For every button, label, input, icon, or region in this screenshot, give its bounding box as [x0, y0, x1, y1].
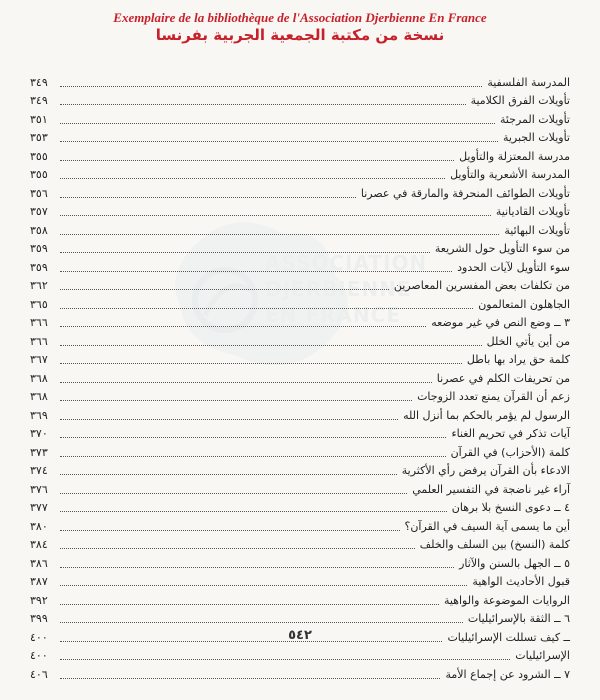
- toc-entry-title: الجاهلون المتعالمون: [478, 297, 570, 311]
- toc-entry-title: من أين يأتي الخلل: [486, 334, 570, 348]
- toc-dot-leader: [60, 437, 446, 438]
- toc-dot-leader: [60, 326, 426, 327]
- toc-entry: [30, 90, 570, 109]
- toc-entry: [30, 515, 570, 534]
- toc-entry-page: ٣٧٦: [30, 482, 48, 496]
- table-of-contents: [30, 71, 570, 682]
- toc-entry-page: ٣٦٨: [30, 390, 48, 403]
- toc-entry: [30, 182, 570, 201]
- toc-entry-title: ٧ ــ الشرود عن إجماع الأمة: [445, 667, 570, 681]
- toc-entry-page: ٣٦٨: [30, 371, 48, 385]
- toc-dot-leader: [60, 585, 467, 586]
- toc-dot-leader: [60, 215, 491, 216]
- toc-entry-page: ٣٨٠: [30, 519, 48, 533]
- page-number: ٥٤٢: [288, 628, 312, 643]
- toc-entry-title: تأويلات الطوائف المنحرفة والمارقة في عصرنا: [360, 186, 570, 200]
- toc-entry-title: تأويلات الجبرية: [502, 131, 570, 144]
- toc-entry-page: ٣٦٦: [30, 316, 48, 329]
- toc-entry-page: ٣٥٩: [30, 242, 48, 255]
- toc-dot-leader: [60, 197, 356, 198]
- toc-entry-title: ٤ ــ دعوى النسخ بلا برهان: [451, 501, 570, 514]
- toc-entry-title: المدرسة الأشعرية والتأويل: [450, 168, 570, 181]
- toc-entry-title: ــ كيف تسللت الإسرائيليات: [447, 630, 570, 644]
- toc-entry-title: زعم أن القرآن يمنع تعدد الزوجات: [417, 390, 570, 403]
- toc-entry-title: الإسرائيليات: [515, 649, 570, 662]
- toc-entry-title: المدرسة الفلسفية: [487, 75, 570, 89]
- toc-entry: [30, 497, 570, 516]
- toc-entry-title: آراء غير ناضجة في التفسير العلمي: [412, 482, 570, 496]
- toc-entry-title: من تكلفات بعض المفسرين المعاصرين: [393, 279, 570, 292]
- toc-entry-title: سوء التأويل لآيات الحدود: [457, 260, 570, 274]
- toc-entry-title: ٦ ــ الثقة بالإسرائيليات: [467, 612, 570, 625]
- toc-dot-leader: [60, 234, 499, 235]
- toc-entry: [30, 460, 570, 479]
- toc-dot-leader: [60, 511, 447, 512]
- toc-entry-title: ٥ ــ الجهل بالسنن والآثار: [459, 556, 570, 570]
- toc-dot-leader: [60, 104, 466, 105]
- library-stamp-arabic: نسخة من مكتبة الجمعية الجربية بفرنسا: [155, 26, 445, 44]
- toc-entry-page: ٣٥٥: [30, 168, 48, 181]
- toc-entry: [30, 404, 570, 423]
- toc-dot-leader: [60, 308, 473, 309]
- toc-entry: [30, 201, 570, 220]
- toc-entry-page: ٤٠٠: [30, 630, 48, 644]
- watermark-line: ASSOCIATION: [265, 251, 428, 275]
- toc-entry-page: ٣٨٧: [30, 575, 48, 588]
- watermark-line: EN FRANCE: [265, 303, 401, 327]
- toc-entry: [30, 312, 570, 331]
- toc-entry-page: ٣٥٥: [30, 149, 48, 163]
- toc-entry: [30, 330, 570, 349]
- toc-entry-page: ٣٩٢: [30, 593, 48, 607]
- toc-entry-title: ٣ ــ وضع النص في غير موضعه: [431, 316, 570, 329]
- toc-dot-leader: [60, 493, 407, 494]
- toc-dot-leader: [60, 456, 446, 457]
- toc-entry: [30, 293, 570, 312]
- toc-entry-page: ٣٥٨: [30, 223, 48, 237]
- toc-entry: [30, 423, 570, 442]
- toc-entry-title: أين ما يسمى آية السيف في القرآن؟: [404, 519, 570, 533]
- toc-dot-leader: [60, 604, 439, 605]
- toc-dot-leader: [60, 141, 498, 142]
- toc-entry: [30, 108, 570, 127]
- toc-entry-page: ٣٥٦: [30, 186, 48, 200]
- toc-entry-page: ٣٥٣: [30, 131, 48, 144]
- toc-entry-title: من تحريفات الكلم في عصرنا: [436, 371, 570, 385]
- toc-dot-leader: [60, 178, 445, 179]
- toc-entry: [30, 645, 570, 664]
- toc-dot-leader: [60, 271, 452, 272]
- toc-entry-page: ٣٧٤: [30, 464, 48, 477]
- toc-entry-page: ٣٦٦: [30, 334, 48, 348]
- toc-entry-title: قبول الأحاديث الواهية: [472, 575, 570, 588]
- toc-entry-page: ٣٨٤: [30, 538, 48, 551]
- toc-entry-title: آيات تذكر في تحريم الغناء: [451, 427, 570, 440]
- toc-entry-page: ٣٥١: [30, 112, 48, 126]
- toc-entry-page: ٣٦٢: [30, 279, 48, 292]
- toc-entry-page: ٣٨٦: [30, 556, 48, 570]
- toc-entry-title: كلمة (النسخ) بين السلف والخلف: [419, 538, 570, 551]
- toc-entry: [30, 164, 570, 183]
- toc-entry-title: تأويلات المرجئة: [499, 112, 570, 126]
- toc-dot-leader: [60, 363, 462, 364]
- toc-dot-leader: [60, 345, 482, 346]
- toc-entry-page: ٣٧٠: [30, 427, 48, 440]
- toc-entry: [30, 386, 570, 405]
- toc-entry: [30, 367, 570, 386]
- toc-dot-leader: [60, 548, 415, 549]
- toc-dot-leader: [60, 419, 398, 420]
- toc-entry: [30, 663, 570, 682]
- toc-entry-page: ٣٥٧: [30, 205, 48, 218]
- toc-entry-page: ٣٥٩: [30, 260, 48, 274]
- toc-dot-leader: [60, 622, 463, 623]
- toc-entry: [30, 478, 570, 497]
- toc-entry-title: تأويلات الفرق الكلامية: [470, 94, 570, 107]
- toc-entry-page: ٣٦٥: [30, 297, 48, 311]
- toc-dot-leader: [60, 252, 430, 253]
- toc-dot-leader: [60, 86, 482, 87]
- toc-entry: [30, 71, 570, 90]
- toc-entry-title: تأويلات القاديانية: [495, 205, 570, 218]
- toc-dot-leader: [60, 382, 432, 383]
- toc-entry-page: ٤٠٠: [30, 649, 48, 662]
- toc-entry-page: ٤٠٦: [30, 667, 48, 681]
- toc-entry: [30, 275, 570, 294]
- toc-entry: [30, 441, 570, 460]
- toc-entry: [30, 127, 570, 146]
- watermark-line: DJERBIENNE: [265, 277, 412, 301]
- toc-entry-page: ٣٧٣: [30, 445, 48, 459]
- toc-entry-title: الروايات الموضوعة والواهية: [443, 593, 570, 607]
- toc-entry-page: ٣٦٧: [30, 353, 48, 366]
- toc-entry-title: الادعاء بأن القرآن يرفض رأي الأكثرية: [401, 464, 570, 477]
- toc-entry-page: ٣٦٩: [30, 408, 48, 422]
- toc-entry: [30, 589, 570, 608]
- toc-entry: [30, 256, 570, 275]
- toc-entry-title: من سوء التأويل حول الشريعة: [434, 242, 570, 255]
- toc-entry: [30, 552, 570, 571]
- toc-entry: [30, 238, 570, 257]
- toc-entry-title: كلمة حق يراد بها باطل: [466, 353, 570, 366]
- toc-entry-page: ٣٤٩: [30, 94, 48, 107]
- toc-entry-title: تأويلات البهائية: [504, 223, 570, 237]
- toc-entry: [30, 571, 570, 590]
- toc-dot-leader: [60, 123, 495, 124]
- toc-dot-leader: [60, 530, 400, 531]
- toc-entry: [30, 534, 570, 553]
- toc-entry: [30, 145, 570, 164]
- toc-entry-page: ٣٧٧: [30, 501, 48, 514]
- toc-entry: [30, 219, 570, 238]
- toc-dot-leader: [60, 659, 510, 660]
- toc-dot-leader: [60, 678, 440, 679]
- toc-entry-page: ٣٤٩: [30, 75, 48, 89]
- toc-dot-leader: [60, 289, 389, 290]
- library-stamp-french: Exemplaire de la bibliothèque de l'Association Djerbienne En France: [113, 10, 487, 25]
- toc-dot-leader: [60, 160, 454, 161]
- toc-dot-leader: [60, 400, 412, 401]
- toc-entry-page: ٣٩٩: [30, 612, 48, 625]
- toc-dot-leader: [60, 474, 397, 475]
- toc-entry: [30, 608, 570, 627]
- toc-entry-title: الرسول لم يؤمر بالحكم بما أنزل الله: [403, 408, 570, 422]
- toc-entry-title: كلمة (الأحزاب) في القرآن: [450, 445, 570, 459]
- toc-dot-leader: [60, 567, 454, 568]
- toc-entry: [30, 349, 570, 368]
- toc-entry-title: مدرسة المعتزلة والتأويل: [459, 149, 570, 163]
